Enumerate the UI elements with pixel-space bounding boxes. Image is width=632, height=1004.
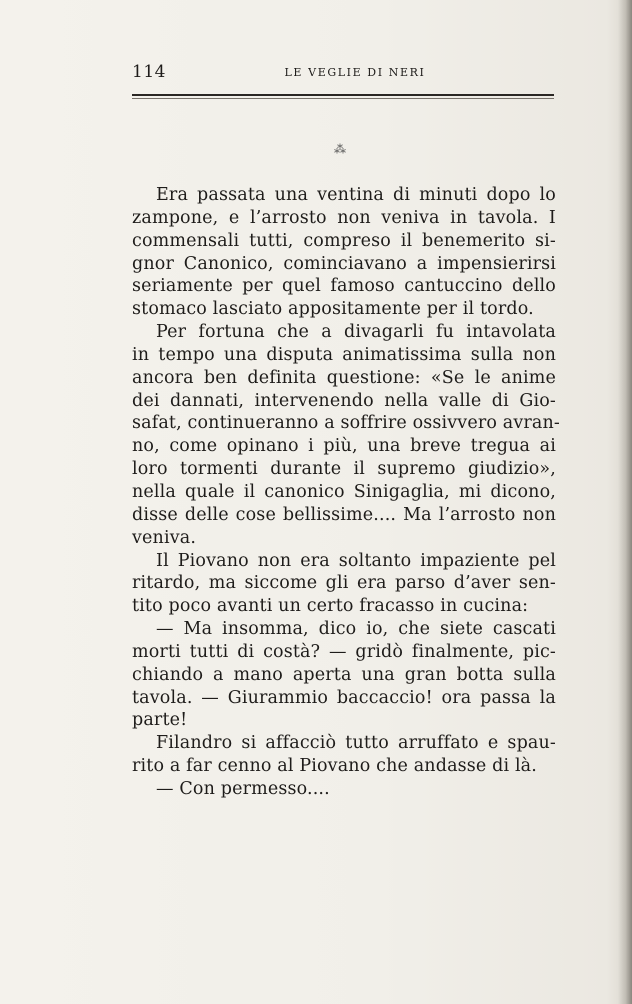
text-line: chiando a mano aperta una gran botta sulla: [132, 664, 556, 685]
text-line: commensali tutti, compreso il benemerito si-: [132, 230, 556, 251]
text-line: no, come opinano i più, una breve tregua ai: [132, 436, 556, 457]
text-line: parte!: [132, 710, 188, 731]
text-line: morti tutti di costà? — gridò finalmente, pic-: [132, 641, 556, 662]
text-line: veniva.: [132, 527, 197, 548]
text-line: in tempo una disputa animatissima sulla non: [132, 344, 556, 365]
text-line: Per fortuna che a divagarli fu intavolata: [156, 322, 556, 343]
text-line: Era passata una ventina di minuti dopo lo: [156, 185, 556, 205]
header-rule: [132, 94, 554, 96]
text-line: seriamente per quel famoso cantuccino dello: [132, 276, 556, 297]
binding-shadow: [618, 0, 632, 1004]
page-header: [132, 62, 554, 88]
text-line: stomaco lasciato appositamente per il tordo.: [132, 299, 534, 320]
text-line: zampone, e l’arrosto non veniva in tavola. I: [132, 207, 556, 228]
text-line: Filandro si affacciò tutto arruffato e spau-: [156, 733, 556, 754]
text-line: loro tormenti durante il supremo giudizio»,: [132, 459, 556, 480]
text-line: disse delle cose bellissime.... Ma l’arrosto non: [132, 504, 556, 525]
text-line: rito a far cenno al Piovano che andasse di là.: [132, 756, 537, 777]
text-line: — Ma insomma, dico io, che siete cascati: [156, 619, 556, 640]
header-rule-thin: [132, 98, 554, 99]
section-ornament: ⁂: [334, 142, 346, 156]
text-line: dei dannati, intervenendo nella valle di Gio-: [132, 390, 556, 411]
text-line: Il Piovano non era soltanto impaziente pel: [156, 550, 556, 571]
body-text: [132, 184, 560, 801]
running-title: LE VEGLIE DI NERI: [284, 66, 426, 79]
text-line: safat, continueranno a soffrire ossivvero avran-: [132, 413, 560, 434]
text-line: gnor Canonico, cominciavano a impensierirsi: [132, 253, 556, 274]
text-line: tito poco avanti un certo fracasso in cucina:: [132, 596, 529, 617]
text-line: nella quale il canonico Sinigaglia, mi dicono,: [132, 481, 556, 502]
text-line: ritardo, ma siccome gli era parso d’aver sen-: [132, 573, 556, 594]
text-line: — Con permesso....: [156, 778, 330, 799]
text-line: tavola. — Giurammio baccaccio! ora passa la: [132, 687, 556, 708]
text-line: ancora ben definita questione: «Se le anime: [132, 367, 556, 388]
page-number: 114: [132, 62, 166, 82]
